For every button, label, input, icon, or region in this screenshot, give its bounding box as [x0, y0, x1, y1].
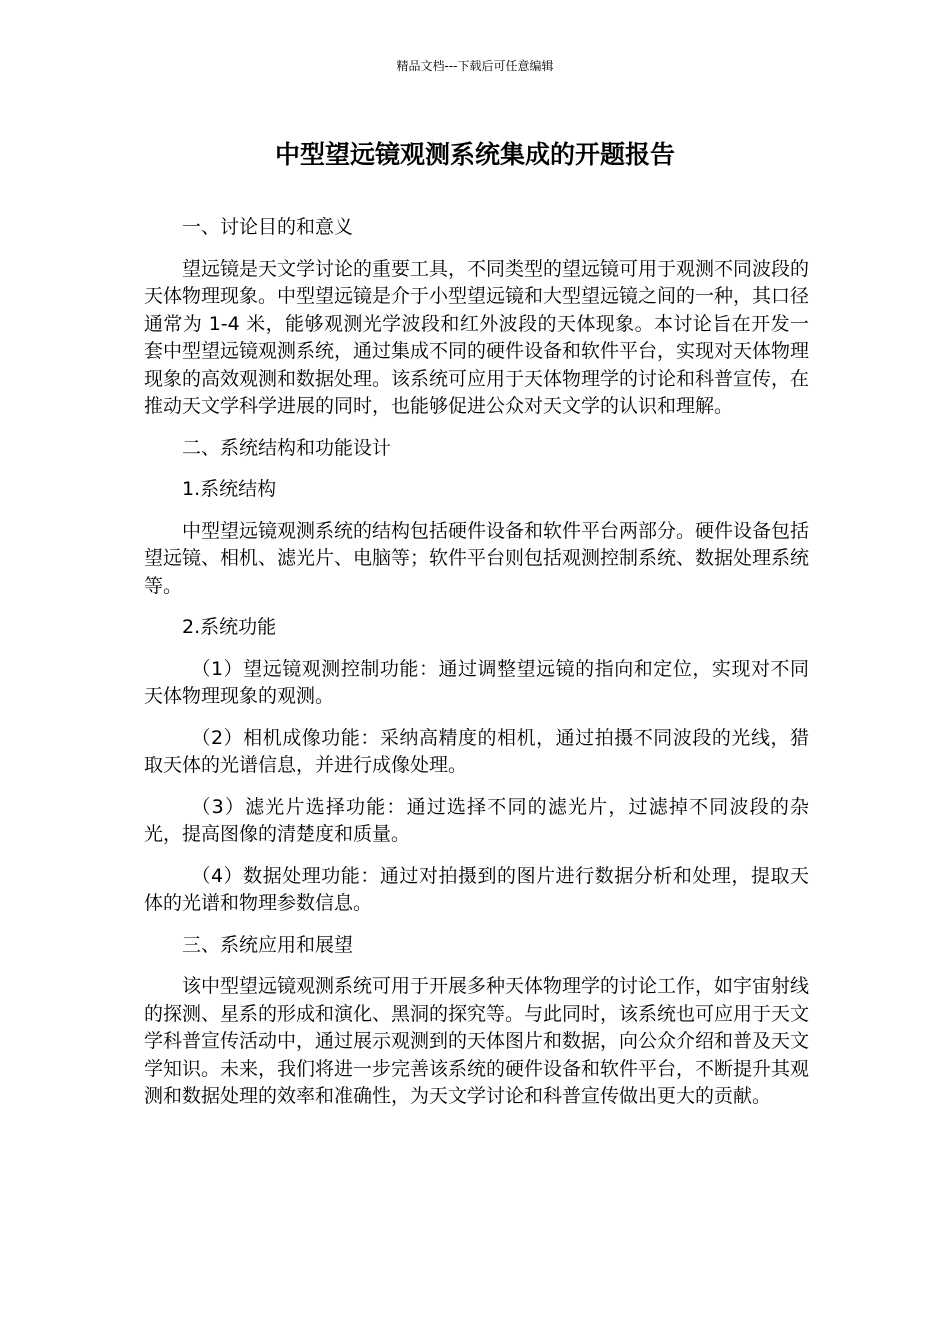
- paragraph-structure: 中型望远镜观测系统的结构包括硬件设备和软件平台两部分。硬件设备包括望远镜、相机、滤光片、电脑等；软件平台则包括观测控制系统、数据处理系统等。: [144, 519, 810, 597]
- section-heading-purpose: 一、讨论目的和意义: [182, 216, 354, 238]
- subheading-functions: 2.系统功能: [182, 616, 277, 638]
- function-item-1: （1）望远镜观测控制功能：通过调整望远镜的指向和定位，实现对不同天体物理现象的观测。: [144, 657, 809, 707]
- subheading-structure: 1.系统结构: [182, 478, 277, 500]
- document-title: 中型望远镜观测系统集成的开题报告: [274, 140, 675, 169]
- function-item-3: （3）滤光片选择功能：通过选择不同的滤光片，过滤掉不同波段的杂光，提高图像的清楚度和质量。: [144, 795, 809, 845]
- page-header: 精品文档---下载后可任意编辑: [396, 59, 554, 73]
- paragraph-purpose: 望远镜是天文学讨论的重要工具，不同类型的望远镜可用于观测不同波段的天体物理现象。中型望远镜是介于小型望远镜和大型望远镜之间的一种，其口径通常为 1-4 米，能够观测光学波段和红外波段的天体现象。本讨论旨在开发一套中型望远镜观测系统，通过集成不同的硬件设备和软件平台，实现对天体物理现象的高效观测和数据处理。该系统可应用于天体物理学的讨论和科普宣传，在推动天文学科学进展的同时，也能够促进公众对天文学的认识和理解。: [144, 257, 810, 417]
- section-heading-outlook: 三、系统应用和展望: [182, 933, 354, 956]
- function-item-2: （2）相机成像功能：采纳高精度的相机，通过拍摄不同波段的光线，猎取天体的光谱信息，并进行成像处理。: [144, 726, 809, 776]
- function-item-4: （4）数据处理功能：通过对拍摄到的图片进行数据分析和处理，提取天体的光谱和物理参数信息。: [144, 864, 809, 914]
- paragraph-outlook: 该中型望远镜观测系统可用于开展多种天体物理学的讨论工作，如宇宙射线的探测、星系的形成和演化、黑洞的探究等。与此同时，该系统也可应用于天文学科普宣传活动中，通过展示观测到的天体图片和数据，向公众介绍和普及天文学知识。未来，我们将进一步完善该系统的硬件设备和软件平台，不断提升其观测和数据处理的效率和准确性，为天文学讨论和科普宣传做出更大的贡献。: [144, 975, 810, 1107]
- section-heading-design: 二、系统结构和功能设计: [182, 436, 392, 459]
- document-body: [144, 214, 809, 1125]
